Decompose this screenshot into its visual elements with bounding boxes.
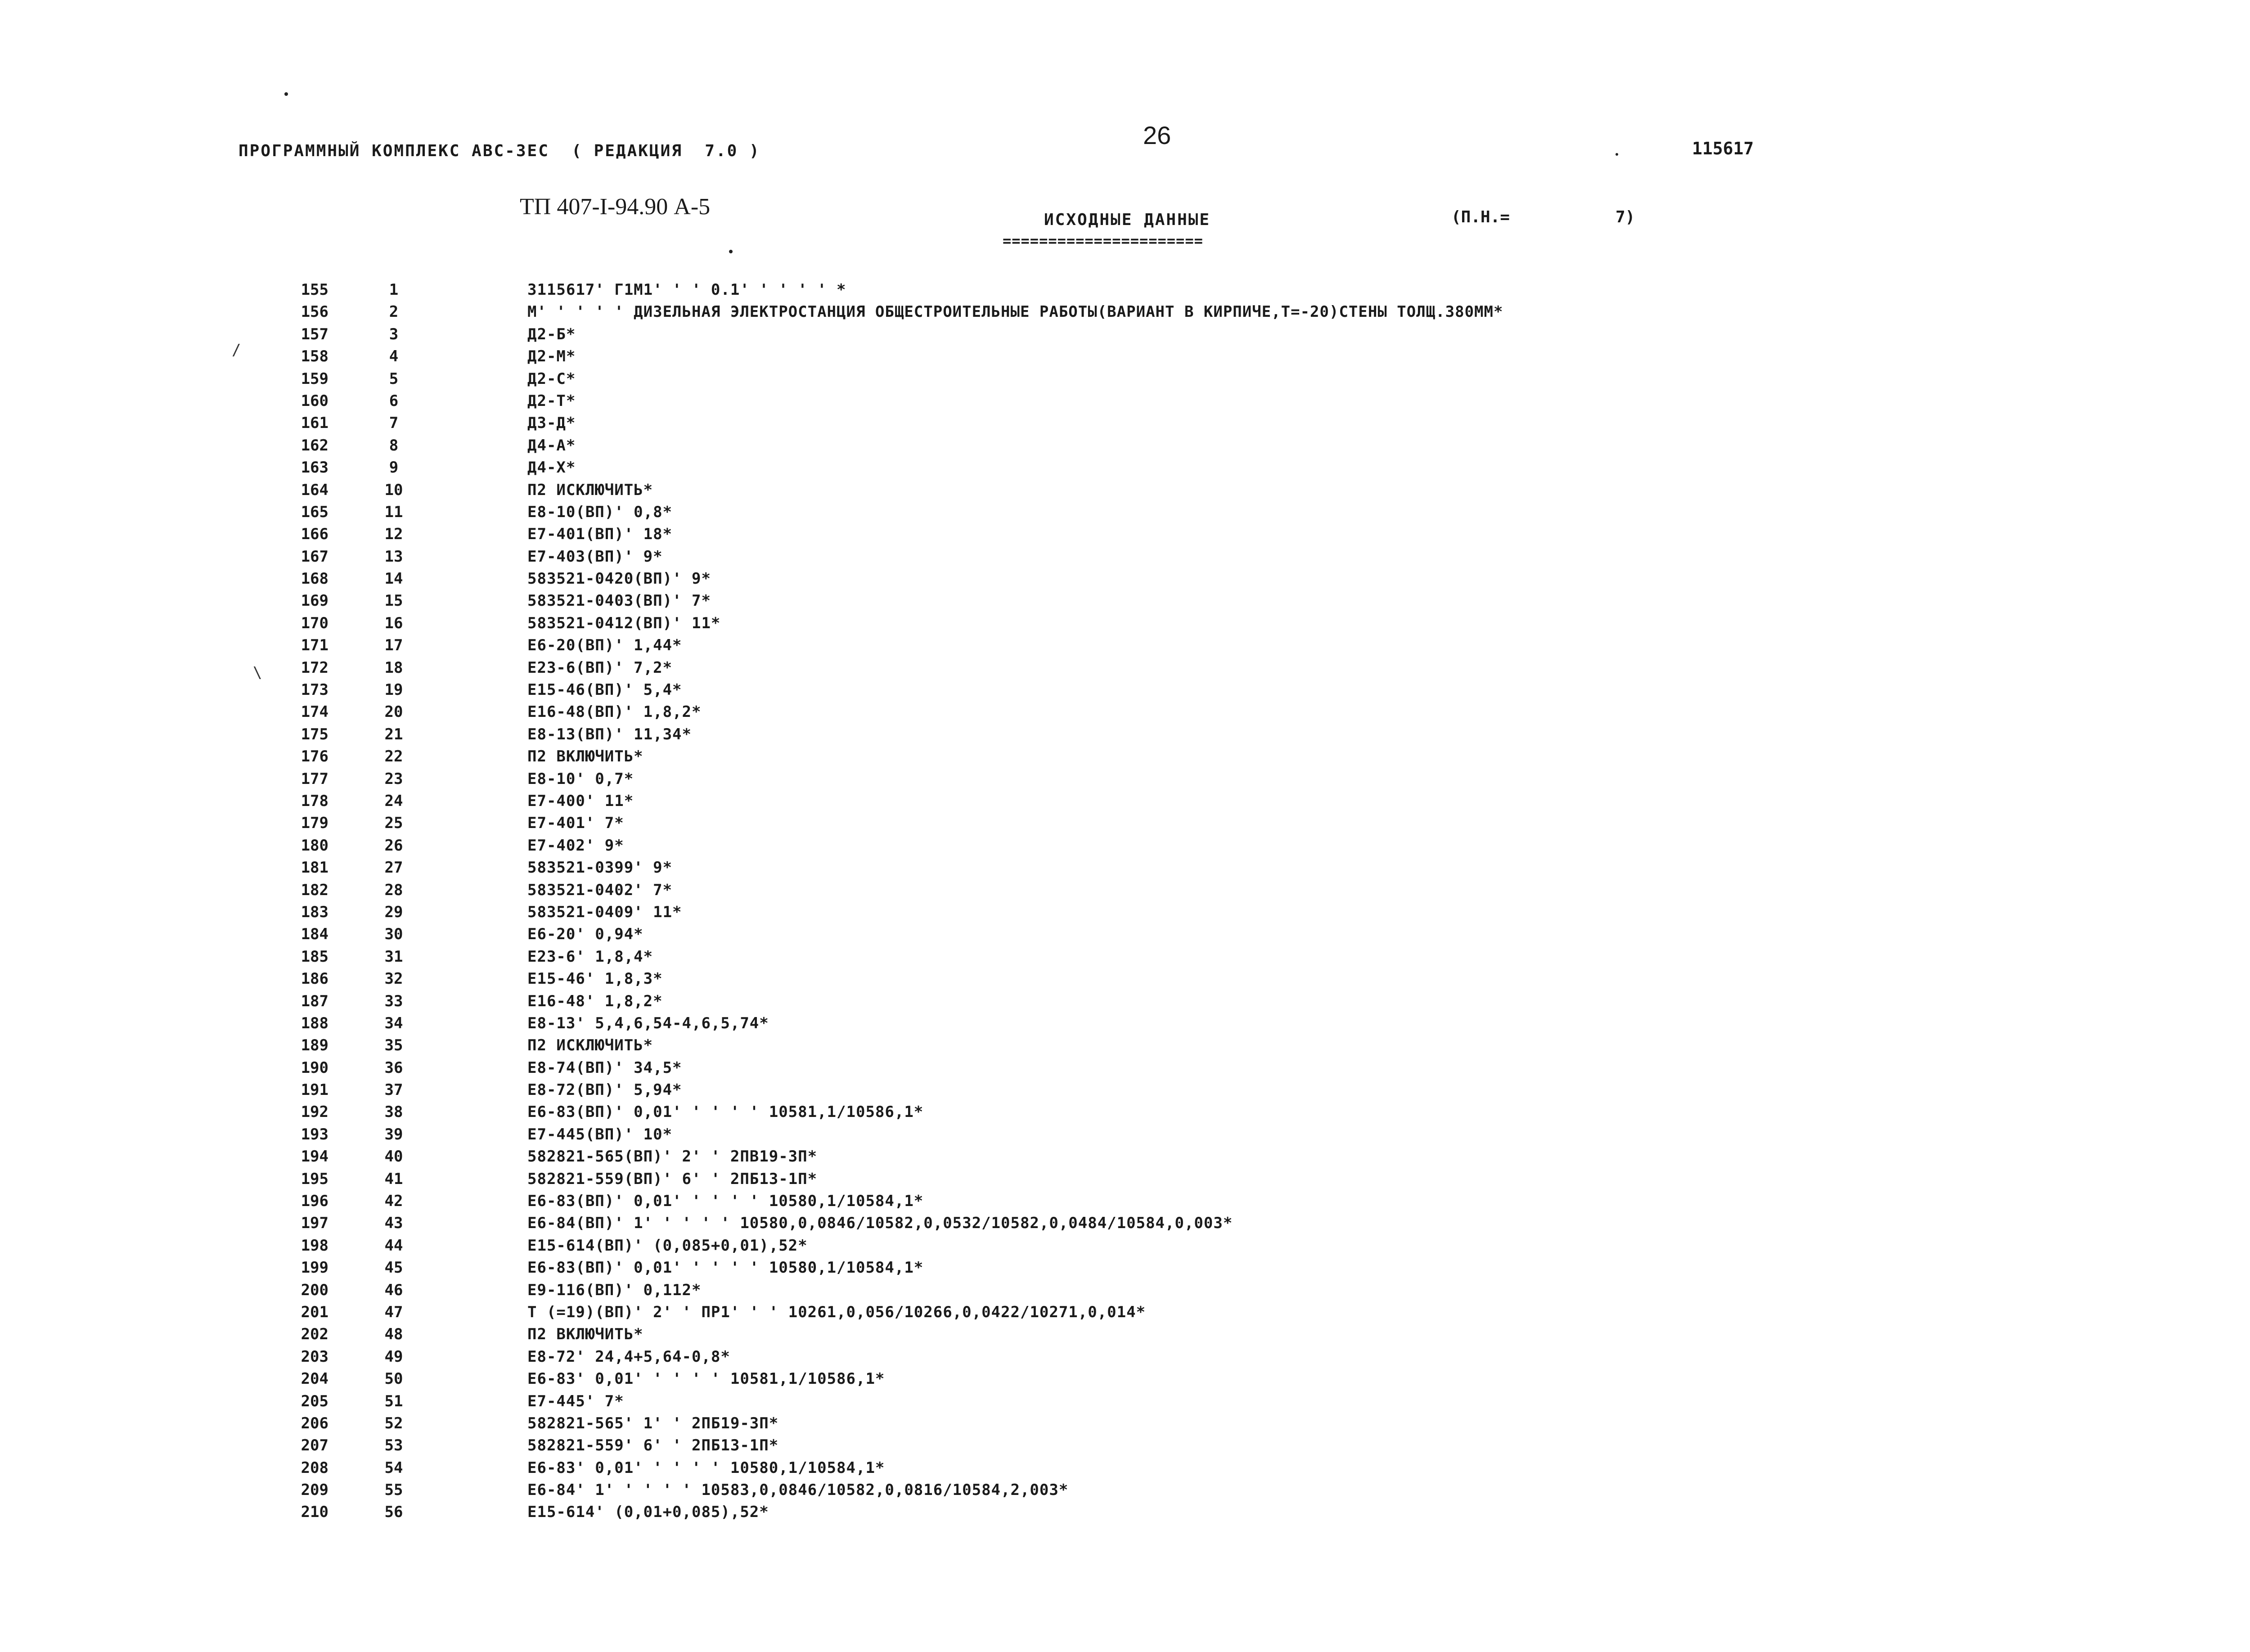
row-line-number: 51: [384, 1392, 403, 1410]
row-line-number: 55: [384, 1481, 403, 1499]
listing-row: [0, 1413, 2250, 1435]
listing-row: [0, 679, 2250, 701]
row-line-number: 16: [384, 614, 403, 632]
row-text: Е7-400' 11*: [527, 792, 634, 810]
row-sequence-number: 188: [301, 1014, 328, 1032]
row-text: Е7-401(ВП)' 18*: [527, 525, 673, 544]
listing-row: [0, 1168, 2250, 1190]
data-title: ИСХОДНЫЕ ДАННЫЕ: [1044, 211, 1211, 229]
listing-row: [0, 1057, 2250, 1079]
row-line-number: 49: [384, 1347, 403, 1366]
row-text: П2 ИСКЛЮЧИТЬ*: [527, 481, 653, 499]
row-sequence-number: 162: [301, 436, 328, 455]
row-sequence-number: 208: [301, 1458, 328, 1477]
row-text: Е6-83(ВП)' 0,01' ' ' ' ' 10580,1/10584,1*: [527, 1259, 924, 1277]
pn-label: (П.Н.=: [1451, 208, 1510, 226]
listing-row: [0, 1391, 2250, 1413]
row-line-number: 31: [384, 947, 403, 966]
row-text: Д4-Х*: [527, 459, 576, 477]
row-sequence-number: 175: [301, 725, 328, 743]
row-text: Е7-401' 7*: [527, 814, 624, 833]
listing-row: [0, 390, 2250, 412]
row-line-number: 21: [384, 725, 403, 743]
row-text: Е23-6(ВП)' 7,2*: [527, 658, 673, 677]
row-line-number: 23: [384, 770, 403, 788]
row-line-number: 2: [389, 303, 399, 321]
row-sequence-number: 158: [301, 347, 328, 366]
page-number: 26: [1143, 121, 1171, 149]
row-sequence-number: 199: [301, 1259, 328, 1277]
row-line-number: 38: [384, 1103, 403, 1121]
listing-row: [0, 346, 2250, 368]
listing-row: [0, 523, 2250, 545]
row-sequence-number: 186: [301, 970, 328, 988]
row-text: П2 ВКЛЮЧИТЬ*: [527, 747, 644, 766]
row-line-number: 6: [389, 392, 399, 410]
row-line-number: 11: [384, 503, 403, 521]
row-sequence-number: 205: [301, 1392, 328, 1410]
row-sequence-number: 164: [301, 481, 328, 499]
data-title-underline: ======================: [1003, 232, 1203, 249]
row-text: 583521-0399' 9*: [527, 859, 673, 877]
listing-row: [0, 279, 2250, 301]
listing-row: [0, 1124, 2250, 1146]
row-sequence-number: 182: [301, 881, 328, 899]
row-line-number: 53: [384, 1436, 403, 1455]
row-text: 583521-0403(ВП)' 7*: [527, 592, 711, 610]
speck-mark: [1616, 153, 1618, 156]
listing-row: [0, 568, 2250, 590]
listing-row: [0, 1079, 2250, 1101]
row-line-number: 30: [384, 925, 403, 944]
row-line-number: 56: [384, 1503, 403, 1521]
row-sequence-number: 174: [301, 703, 328, 721]
row-line-number: 26: [384, 836, 403, 855]
row-sequence-number: 196: [301, 1192, 328, 1211]
listing-row: [0, 612, 2250, 635]
row-sequence-number: 204: [301, 1370, 328, 1388]
row-text: Д4-А*: [527, 436, 576, 455]
speck-mark: [284, 92, 288, 96]
row-line-number: 52: [384, 1414, 403, 1432]
row-line-number: 44: [384, 1236, 403, 1255]
listing-row: [0, 457, 2250, 479]
row-sequence-number: 187: [301, 992, 328, 1010]
row-sequence-number: 165: [301, 503, 328, 521]
listing-row: [0, 768, 2250, 790]
row-text: 582821-559' 6' ' 2ПБ13-1П*: [527, 1436, 779, 1455]
listing-row: [0, 1146, 2250, 1168]
listing-row: [0, 1457, 2250, 1479]
listing-row: [0, 501, 2250, 523]
row-text: 3115617' Г1М1' ' ' 0.1' ' ' ' ' *: [527, 281, 846, 299]
listing-row: [0, 1368, 2250, 1390]
listing-row: [0, 1257, 2250, 1279]
row-line-number: 42: [384, 1192, 403, 1211]
listing-row: [0, 1279, 2250, 1301]
row-sequence-number: 206: [301, 1414, 328, 1432]
row-line-number: 50: [384, 1370, 403, 1388]
row-text: Е6-84' 1' ' ' ' ' 10583,0,0846/10582,0,0816/10584,2,003*: [527, 1481, 1069, 1499]
row-sequence-number: 190: [301, 1058, 328, 1077]
row-sequence-number: 173: [301, 681, 328, 699]
listing-row: [0, 857, 2250, 879]
listing-row: [0, 835, 2250, 857]
row-text: Д2-Т*: [527, 392, 576, 410]
row-sequence-number: 184: [301, 925, 328, 944]
row-sequence-number: 171: [301, 636, 328, 655]
row-sequence-number: 163: [301, 459, 328, 477]
row-sequence-number: 193: [301, 1125, 328, 1143]
listing-row: [0, 301, 2250, 323]
row-line-number: 40: [384, 1148, 403, 1166]
row-text: Е15-46(ВП)' 5,4*: [527, 681, 682, 699]
listing-row: [0, 701, 2250, 723]
row-line-number: 17: [384, 636, 403, 655]
row-sequence-number: 176: [301, 747, 328, 766]
listing-row: [0, 635, 2250, 657]
row-line-number: 20: [384, 703, 403, 721]
row-line-number: 48: [384, 1325, 403, 1344]
listing-row: [0, 1190, 2250, 1212]
row-line-number: 32: [384, 970, 403, 988]
row-text: Е7-403(ВП)' 9*: [527, 547, 663, 566]
row-line-number: 25: [384, 814, 403, 833]
row-text: 583521-0402' 7*: [527, 881, 673, 899]
row-line-number: 12: [384, 525, 403, 544]
row-line-number: 15: [384, 592, 403, 610]
row-text: Е8-10' 0,7*: [527, 770, 634, 788]
row-line-number: 54: [384, 1458, 403, 1477]
row-text: Е8-72(ВП)' 5,94*: [527, 1081, 682, 1099]
tp-code: ТП 407-I-94.90 А-5: [520, 194, 711, 220]
row-text: Д2-С*: [527, 369, 576, 388]
row-sequence-number: 194: [301, 1148, 328, 1166]
listing-row: [0, 1346, 2250, 1368]
row-text: Е6-83' 0,01' ' ' ' ' 10580,1/10584,1*: [527, 1458, 885, 1477]
listing-row: [0, 923, 2250, 945]
listing-row: [0, 1323, 2250, 1346]
listing-row: [0, 790, 2250, 812]
row-sequence-number: 202: [301, 1325, 328, 1344]
row-text: Е8-13(ВП)' 11,34*: [527, 725, 692, 743]
row-sequence-number: 180: [301, 836, 328, 855]
document-number: 115617: [1692, 139, 1754, 158]
row-text: Е7-402' 9*: [527, 836, 624, 855]
row-sequence-number: 183: [301, 903, 328, 921]
row-sequence-number: 185: [301, 947, 328, 966]
listing-row: [0, 968, 2250, 990]
row-sequence-number: 170: [301, 614, 328, 632]
listing-row: [0, 1013, 2250, 1035]
row-line-number: 19: [384, 681, 403, 699]
row-line-number: 47: [384, 1303, 403, 1321]
row-text: 583521-0420(ВП)' 9*: [527, 570, 711, 588]
row-sequence-number: 195: [301, 1170, 328, 1188]
row-sequence-number: 161: [301, 414, 328, 432]
row-text: П2 ИСКЛЮЧИТЬ*: [527, 1036, 653, 1055]
row-line-number: 33: [384, 992, 403, 1010]
listing-row: [0, 1101, 2250, 1123]
row-sequence-number: 197: [301, 1214, 328, 1233]
row-line-number: 18: [384, 658, 403, 677]
row-sequence-number: 201: [301, 1303, 328, 1321]
row-sequence-number: 192: [301, 1103, 328, 1121]
row-sequence-number: 156: [301, 303, 328, 321]
row-line-number: 3: [389, 325, 399, 343]
row-line-number: 24: [384, 792, 403, 810]
row-line-number: 27: [384, 859, 403, 877]
margin-tick-mark: /: [232, 341, 241, 359]
listing-row: [0, 901, 2250, 923]
row-text: Е8-72' 24,4+5,64-0,8*: [527, 1347, 730, 1366]
row-line-number: 34: [384, 1014, 403, 1032]
row-text: Д2-Б*: [527, 325, 576, 343]
row-line-number: 1: [389, 281, 399, 299]
row-line-number: 45: [384, 1259, 403, 1277]
row-line-number: 39: [384, 1125, 403, 1143]
row-sequence-number: 179: [301, 814, 328, 833]
row-text: Д3-Д*: [527, 414, 576, 432]
row-text: Е9-116(ВП)' 0,112*: [527, 1281, 702, 1299]
row-line-number: 28: [384, 881, 403, 899]
row-sequence-number: 160: [301, 392, 328, 410]
row-text: Е6-20(ВП)' 1,44*: [527, 636, 682, 655]
row-sequence-number: 209: [301, 1481, 328, 1499]
row-sequence-number: 210: [301, 1503, 328, 1521]
row-line-number: 36: [384, 1058, 403, 1077]
row-line-number: 41: [384, 1170, 403, 1188]
listing-row: [0, 746, 2250, 768]
row-sequence-number: 157: [301, 325, 328, 343]
listing-row: [0, 1501, 2250, 1523]
listing-row: [0, 657, 2250, 679]
row-text: 583521-0412(ВП)' 11*: [527, 614, 721, 632]
program-header: ПРОГРАММНЫЙ КОМПЛЕКС АВС-ЗЕС ( РЕДАКЦИЯ 7.0 ): [238, 142, 760, 160]
row-sequence-number: 177: [301, 770, 328, 788]
row-text: Е8-13' 5,4,6,54-4,6,5,74*: [527, 1014, 769, 1032]
row-text: Т (=19)(ВП)' 2' ' ПР1' ' ' 10261,0,056/10266,0,0422/10271,0,014*: [527, 1303, 1146, 1321]
row-text: Е16-48(ВП)' 1,8,2*: [527, 703, 702, 721]
row-text: Е7-445' 7*: [527, 1392, 624, 1410]
listing-row: [0, 412, 2250, 434]
row-sequence-number: 198: [301, 1236, 328, 1255]
listing-row: [0, 546, 2250, 568]
row-text: Е6-83(ВП)' 0,01' ' ' ' ' 10580,1/10584,1*: [527, 1192, 924, 1211]
listing-row: [0, 946, 2250, 968]
row-text: Д2-М*: [527, 347, 576, 366]
row-line-number: 37: [384, 1081, 403, 1099]
row-line-number: 13: [384, 547, 403, 566]
row-text: М' ' ' ' ' ДИЗЕЛЬНАЯ ЭЛЕКТРОСТАНЦИЯ ОБЩЕСТРОИТЕЛЬНЫЕ РАБОТЫ(ВАРИАНТ В КИРПИЧЕ,Т=-20)СТЕНЫ ТОЛЩ.380ММ*: [527, 303, 1503, 321]
listing-row: [0, 479, 2250, 501]
row-sequence-number: 181: [301, 859, 328, 877]
row-sequence-number: 169: [301, 592, 328, 610]
row-line-number: 43: [384, 1214, 403, 1233]
listing-row: [0, 435, 2250, 457]
row-text: 582821-565' 1' ' 2ПБ19-3П*: [527, 1414, 779, 1432]
row-text: Е15-614(ВП)' (0,085+0,01),52*: [527, 1236, 808, 1255]
row-line-number: 14: [384, 570, 403, 588]
row-line-number: 9: [389, 459, 399, 477]
row-line-number: 22: [384, 747, 403, 766]
row-sequence-number: 168: [301, 570, 328, 588]
row-text: 582821-559(ВП)' 6' ' 2ПБ13-1П*: [527, 1170, 818, 1188]
row-sequence-number: 191: [301, 1081, 328, 1099]
row-line-number: 7: [389, 414, 399, 432]
row-sequence-number: 159: [301, 369, 328, 388]
row-text: Е6-83' 0,01' ' ' ' ' 10581,1/10586,1*: [527, 1370, 885, 1388]
row-line-number: 10: [384, 481, 403, 499]
row-text: Е6-83(ВП)' 0,01' ' ' ' ' 10581,1/10586,1*: [527, 1103, 924, 1121]
listing-row: [0, 324, 2250, 346]
listing-row: [0, 1035, 2250, 1057]
row-text: Е6-84(ВП)' 1' ' ' ' ' 10580,0,0846/10582,0,0532/10582,0,0484/10584,0,003*: [527, 1214, 1233, 1233]
row-sequence-number: 166: [301, 525, 328, 544]
speck-mark: [729, 250, 733, 253]
row-text: Е8-74(ВП)' 34,5*: [527, 1058, 682, 1077]
listing-row: [0, 1479, 2250, 1501]
row-line-number: 8: [389, 436, 399, 455]
row-text: Е23-6' 1,8,4*: [527, 947, 653, 966]
row-sequence-number: 155: [301, 281, 328, 299]
row-sequence-number: 200: [301, 1281, 328, 1299]
row-text: Е15-46' 1,8,3*: [527, 970, 663, 988]
row-text: Е7-445(ВП)' 10*: [527, 1125, 673, 1143]
row-line-number: 35: [384, 1036, 403, 1055]
listing-row: [0, 1212, 2250, 1234]
listing-row: [0, 1435, 2250, 1457]
margin-tick-mark: \: [253, 664, 262, 682]
listing-row: [0, 879, 2250, 901]
row-line-number: 46: [384, 1281, 403, 1299]
row-sequence-number: 207: [301, 1436, 328, 1455]
row-text: 583521-0409' 11*: [527, 903, 682, 921]
row-text: Е16-48' 1,8,2*: [527, 992, 663, 1010]
row-text: П2 ВКЛЮЧИТЬ*: [527, 1325, 644, 1344]
row-sequence-number: 172: [301, 658, 328, 677]
listing-row: [0, 590, 2250, 612]
row-text: 582821-565(ВП)' 2' ' 2ПВ19-3П*: [527, 1148, 818, 1166]
row-sequence-number: 189: [301, 1036, 328, 1055]
listing-row: [0, 990, 2250, 1013]
row-sequence-number: 203: [301, 1347, 328, 1366]
listing-row: [0, 812, 2250, 834]
listing-row: [0, 1235, 2250, 1257]
pn-value: 7): [1616, 208, 1635, 226]
row-text: Е6-20' 0,94*: [527, 925, 644, 944]
listing-row: [0, 1301, 2250, 1323]
listing-row: [0, 368, 2250, 390]
row-sequence-number: 167: [301, 547, 328, 566]
row-text: Е15-614' (0,01+0,085),52*: [527, 1503, 769, 1521]
row-line-number: 29: [384, 903, 403, 921]
row-sequence-number: 178: [301, 792, 328, 810]
listing-row: [0, 724, 2250, 746]
row-line-number: 5: [389, 369, 399, 388]
row-line-number: 4: [389, 347, 399, 366]
data-listing: [0, 279, 2250, 1524]
row-text: Е8-10(ВП)' 0,8*: [527, 503, 673, 521]
